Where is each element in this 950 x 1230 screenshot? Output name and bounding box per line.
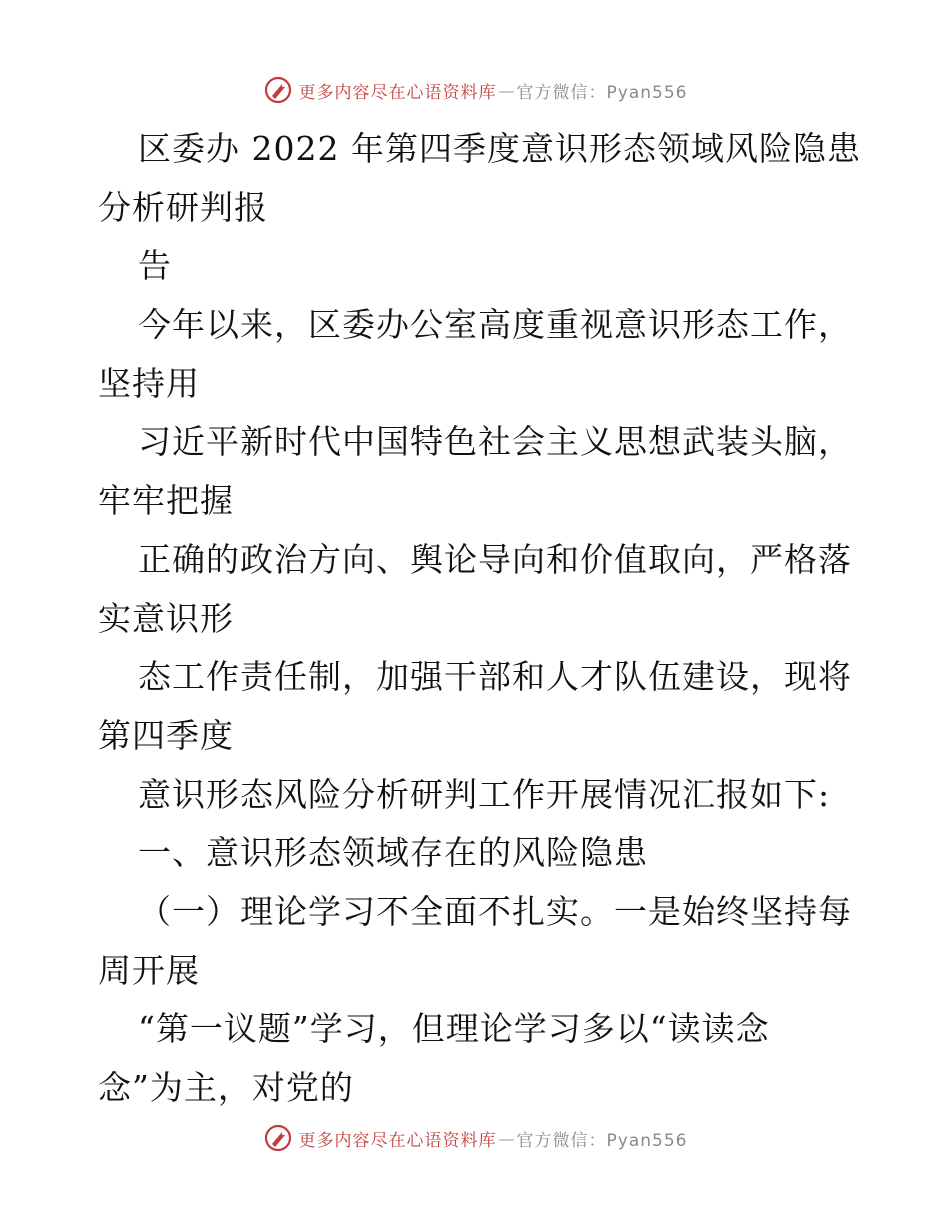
doc-title-line-3: 告 xyxy=(138,246,172,286)
banner-dash: — xyxy=(498,1128,515,1148)
pen-nib-logo-icon xyxy=(263,75,293,105)
paragraph-line: 今年以来，区委办公室高度重视意识形态工作， xyxy=(138,305,852,345)
banner-contact: 官方微信：Pyan556 xyxy=(516,1130,688,1151)
pen-nib-logo-icon xyxy=(263,1123,293,1153)
banner-contact: 官方微信：Pyan556 xyxy=(516,82,688,103)
header-watermark-banner xyxy=(0,70,950,110)
banner-text: 更多内容尽在心语资料库 xyxy=(298,82,497,103)
document-body xyxy=(98,120,861,1118)
paragraph-line: 第四季度 xyxy=(98,715,234,755)
doc-title-line-2: 分析研判报 xyxy=(98,187,268,227)
paragraph-line: 意识形态风险分析研判工作开展情况汇报如下: xyxy=(138,774,831,814)
paragraph-line: 正确的政治方向、舆论导向和价值取向，严格落 xyxy=(138,539,852,579)
paragraph-line: 习近平新时代中国特色社会主义思想武装头脑， xyxy=(138,422,852,462)
paragraph-line: 牢牢把握 xyxy=(98,481,234,521)
banner-dash: — xyxy=(498,80,515,100)
paragraph-line: 实意识形 xyxy=(98,598,234,638)
footer-watermark-banner xyxy=(0,1118,950,1158)
doc-title-line-1: 区委办 2022 年第四季度意识形态领域风险隐患 xyxy=(138,129,861,168)
paragraph-line: 态工作责任制，加强干部和人才队伍建设，现将 xyxy=(138,657,852,697)
subsection-heading-line: （一）理论学习不全面不扎实。一是始终坚持每 xyxy=(138,891,852,931)
section-heading: 一、意识形态领域存在的风险隐患 xyxy=(138,833,648,873)
paragraph-line: “第一议题”学习，但理论学习多以“读读念 xyxy=(138,1009,770,1049)
paragraph-line: 周开展 xyxy=(98,950,200,990)
paragraph-line: 坚持用 xyxy=(98,363,200,403)
banner-text: 更多内容尽在心语资料库 xyxy=(298,1130,497,1151)
paragraph-line: 念”为主，对党的 xyxy=(98,1068,354,1107)
